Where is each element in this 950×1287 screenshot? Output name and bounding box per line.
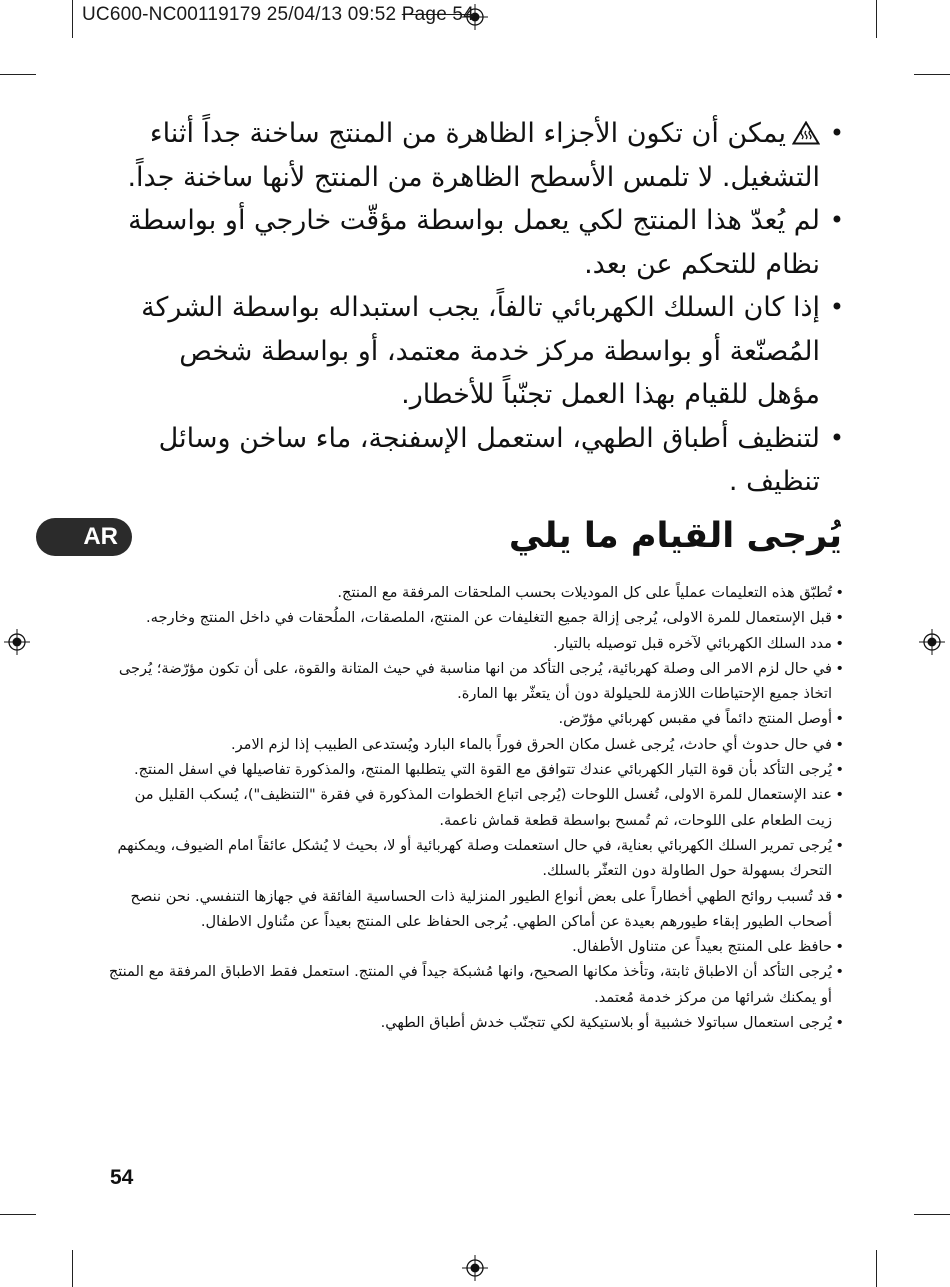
page-number: 54: [110, 1166, 134, 1189]
registration-mark-icon: [462, 1255, 488, 1281]
list-item: • حافظ على المنتج بعيداً عن متناول الأطفال.: [108, 934, 844, 959]
list-item: • في حال لزم الامر الى وصلة كهربائية، يُرجى التأكد من انها مناسبة في حيث المتانة والقوة، على أن تكون مؤرّضة؛ يُرجى اتخاذ جميع الإحتياطات اللازمة للحيلولة دون أن يتعثّر بها المارة.: [108, 656, 844, 707]
list-item: • أوصل المنتج دائماً في مقبس كهربائي مؤرّض.: [108, 706, 844, 731]
list-item: • يُرجى التأكد أن الاطباق ثابتة، وتأخذ مكانها الصحيح، وانها مُشبكة جيداً في المنتج. استعمل فقط الاطباق المرفقة مع المنتج أو يمكنك شرائها من مركز خدمة مُعتمد.: [108, 959, 844, 1010]
warning-text: لتنظيف أطباق الطهي، استعمل الإسفنجة، ماء ساخن وسائل تنظيف .: [158, 422, 820, 497]
print-slug: [82, 4, 474, 26]
list-item: • تُطبّق هذه التعليمات عملياً على كل الموديلات بحسب الملحقات المرفقة مع المنتج.: [108, 580, 844, 605]
list-item: [108, 199, 846, 286]
list-item: • يُرجى التأكد بأن قوة التيار الكهربائي عندك تتوافق مع القوة التي يتطلبها المنتج، والمذكورة تفاصيلها في اسفل المنتج.: [108, 757, 844, 782]
warning-text: لم يُعدّ هذا المنتج لكي يعمل بواسطة مؤقّت خارجي أو بواسطة نظام للتحكم عن بعد.: [128, 205, 820, 280]
crop-mark: [914, 74, 950, 75]
registration-mark-icon: [919, 629, 945, 655]
list-item: • قد تُسبب روائح الطهي أخطاراً على بعض أنواع الطيور المنزلية ذات الحساسية الفائقة في جهازها التنفسي. نحن ننصح أصحاب الطيور إبقاء طيورهم بعيدة عن أماكن الطهي. يُرجى الحفاظ على المنتج بعيداً عن متُناول الاطفال.: [108, 884, 844, 935]
section-title: يُرجى القيام ما يلي: [508, 516, 842, 556]
list-item: [108, 112, 846, 199]
crop-mark: [876, 1250, 877, 1287]
crop-mark: [72, 0, 73, 38]
crop-mark: [0, 1214, 36, 1215]
print-slug-text: UC600-NC00119179 25/04/13 09:52: [82, 4, 402, 25]
list-item: • في حال حدوث أي حادث، يُرجى غسل مكان الحرق فوراً بالماء البارد ويُستدعى الطبيب إذا لزم الامر.: [108, 732, 844, 757]
list-item: • يُرجى تمرير السلك الكهربائي بعناية، في حال استعملت وصلة كهربائية أو لا، بحيث لا يُشكل عائقاً امام الضيوف، ويمكنهم التحرك بسهولة حول الطاولة دون التعثّر بالسلك.: [108, 833, 844, 884]
list-item: • قبل الإستعمال للمرة الاولى، يُرجى إزالة جميع التغليفات عن المنتج، الملصقات، الملُحقات في داخل المنتج وخارجه.: [108, 605, 844, 630]
registration-mark-icon: [4, 629, 30, 655]
crop-mark: [0, 74, 36, 75]
crop-mark: [914, 1214, 950, 1215]
instructions-list: [108, 580, 844, 1035]
hot-surface-warning-icon: [792, 121, 820, 145]
warning-text: إذا كان السلك الكهربائي تالفاً، يجب استبداله بواسطة الشركة المُصنّعة أو بواسطة مركز خدمة معتمد، أو بواسطة شخص مؤهل للقيام بهذا العمل تجنّباً للأخطار.: [141, 292, 820, 410]
language-tab: AR: [36, 518, 132, 556]
list-item: [108, 286, 846, 417]
list-item: • مدد السلك الكهربائي لآخره قبل توصيله بالتيار.: [108, 631, 844, 656]
list-item: • يُرجى استعمال سباتولا خشبية أو بلاستيكية لكي تتجنّب خدش أطباق الطهي.: [108, 1010, 844, 1035]
list-item: [108, 417, 846, 504]
print-slug-page: Page 54: [401, 4, 474, 25]
safety-warnings-list: [108, 112, 846, 504]
list-item: • عند الإستعمال للمرة الاولى، تُغسل اللوحات (يُرجى اتباع الخطوات المذكورة في فقرة "التنظيف")، يُسكب القليل من زيت الطعام على اللوحات، ثم تُمسح بواسطة قطعة قماش ناعمة.: [108, 782, 844, 833]
crop-mark: [72, 1250, 73, 1287]
crop-mark: [876, 0, 877, 38]
warning-text: يمكن أن تكون الأجزاء الظاهرة من المنتج ساخنة جداً أثناء التشغيل. لا تلمس الأسطح الظاهرة من المنتج لأنها ساخنة جداً.: [127, 118, 820, 193]
